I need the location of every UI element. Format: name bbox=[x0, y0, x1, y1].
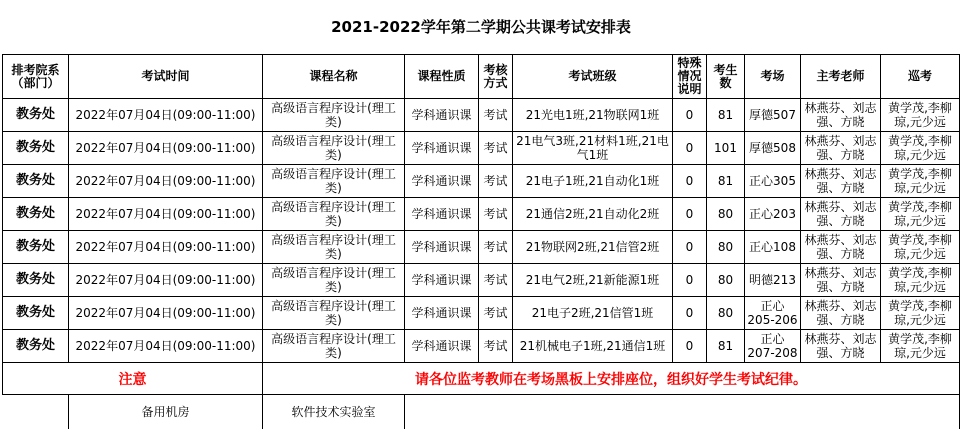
spare-room-value: 软件技术实验室 bbox=[263, 395, 405, 429]
table-row bbox=[3, 330, 960, 363]
teacher-cell: 林燕芬、刘志强、方晓 bbox=[801, 330, 881, 363]
dept-cell: 教务处 bbox=[3, 132, 69, 165]
header-row bbox=[3, 55, 960, 99]
header-classes: 考试班级 bbox=[513, 55, 673, 99]
special-cell: 0 bbox=[673, 198, 707, 231]
count-cell: 81 bbox=[707, 165, 745, 198]
special-cell: 0 bbox=[673, 132, 707, 165]
patrol-cell: 黄学茂,李柳琼,元少远 bbox=[881, 231, 960, 264]
teacher-cell: 林燕芬、刘志强、方晓 bbox=[801, 231, 881, 264]
table-row bbox=[3, 99, 960, 132]
patrol-cell: 黄学茂,李柳琼,元少远 bbox=[881, 99, 960, 132]
room-cell: 正心203 bbox=[745, 198, 801, 231]
teacher-cell: 林燕芬、刘志强、方晓 bbox=[801, 264, 881, 297]
table-row bbox=[3, 264, 960, 297]
nature-cell: 学科通识课 bbox=[405, 231, 479, 264]
nature-cell: 学科通识课 bbox=[405, 99, 479, 132]
count-cell: 101 bbox=[707, 132, 745, 165]
room-cell: 厚德508 bbox=[745, 132, 801, 165]
dept-cell: 教务处 bbox=[3, 297, 69, 330]
table-row bbox=[3, 297, 960, 330]
mode-cell: 考试 bbox=[479, 297, 513, 330]
mode-cell: 考试 bbox=[479, 132, 513, 165]
time-cell: 2022年07月04日(09:00-11:00) bbox=[69, 330, 263, 363]
spare-room-label: 备用机房 bbox=[69, 395, 263, 429]
patrol-cell: 黄学茂,李柳琼,元少远 bbox=[881, 264, 960, 297]
count-cell: 80 bbox=[707, 297, 745, 330]
time-cell: 2022年07月04日(09:00-11:00) bbox=[69, 264, 263, 297]
sheet-title: 2021-2022学年第二学期公共课考试安排表 bbox=[331, 18, 631, 36]
time-cell: 2022年07月04日(09:00-11:00) bbox=[69, 165, 263, 198]
course-cell: 高级语言程序设计(理工类) bbox=[263, 264, 405, 297]
patrol-cell: 黄学茂,李柳琼,元少远 bbox=[881, 330, 960, 363]
classes-cell: 21电子1班,21自动化1班 bbox=[513, 165, 673, 198]
room-cell: 正心207-208 bbox=[745, 330, 801, 363]
spare-room-row bbox=[3, 395, 960, 429]
special-cell: 0 bbox=[673, 99, 707, 132]
nature-cell: 学科通识课 bbox=[405, 330, 479, 363]
classes-cell: 21电气2班,21新能源1班 bbox=[513, 264, 673, 297]
teacher-cell: 林燕芬、刘志强、方晓 bbox=[801, 198, 881, 231]
header-count: 考生数 bbox=[707, 55, 745, 99]
dept-cell: 教务处 bbox=[3, 165, 69, 198]
note-row bbox=[3, 363, 960, 395]
count-cell: 80 bbox=[707, 231, 745, 264]
course-cell: 高级语言程序设计(理工类) bbox=[263, 198, 405, 231]
course-cell: 高级语言程序设计(理工类) bbox=[263, 330, 405, 363]
spare-blank-cell bbox=[3, 395, 69, 429]
mode-cell: 考试 bbox=[479, 165, 513, 198]
classes-cell: 21通信2班,21自动化2班 bbox=[513, 198, 673, 231]
special-cell: 0 bbox=[673, 264, 707, 297]
room-cell: 正心108 bbox=[745, 231, 801, 264]
header-special: 特殊情况说明 bbox=[673, 55, 707, 99]
count-cell: 81 bbox=[707, 99, 745, 132]
nature-cell: 学科通识课 bbox=[405, 297, 479, 330]
header-course: 课程名称 bbox=[263, 55, 405, 99]
nature-cell: 学科通识课 bbox=[405, 264, 479, 297]
room-cell: 明德213 bbox=[745, 264, 801, 297]
dept-cell: 教务处 bbox=[3, 99, 69, 132]
course-cell: 高级语言程序设计(理工类) bbox=[263, 99, 405, 132]
time-cell: 2022年07月04日(09:00-11:00) bbox=[69, 231, 263, 264]
patrol-cell: 黄学茂,李柳琼,元少远 bbox=[881, 132, 960, 165]
time-cell: 2022年07月04日(09:00-11:00) bbox=[69, 297, 263, 330]
room-cell: 正心305 bbox=[745, 165, 801, 198]
header-room: 考场 bbox=[745, 55, 801, 99]
teacher-cell: 林燕芬、刘志强、方晓 bbox=[801, 297, 881, 330]
classes-cell: 21物联网2班,21信管2班 bbox=[513, 231, 673, 264]
count-cell: 80 bbox=[707, 264, 745, 297]
patrol-cell: 黄学茂,李柳琼,元少远 bbox=[881, 297, 960, 330]
header-time: 考试时间 bbox=[69, 55, 263, 99]
dept-cell: 教务处 bbox=[3, 231, 69, 264]
table-row bbox=[3, 132, 960, 165]
special-cell: 0 bbox=[673, 165, 707, 198]
course-cell: 高级语言程序设计(理工类) bbox=[263, 297, 405, 330]
teacher-cell: 林燕芬、刘志强、方晓 bbox=[801, 99, 881, 132]
dept-cell: 教务处 bbox=[3, 330, 69, 363]
mode-cell: 考试 bbox=[479, 264, 513, 297]
patrol-cell: 黄学茂,李柳琼,元少远 bbox=[881, 165, 960, 198]
special-cell: 0 bbox=[673, 231, 707, 264]
special-cell: 0 bbox=[673, 297, 707, 330]
count-cell: 81 bbox=[707, 330, 745, 363]
time-cell: 2022年07月04日(09:00-11:00) bbox=[69, 132, 263, 165]
classes-cell: 21电气3班,21材料1班,21电气1班 bbox=[513, 132, 673, 165]
spare-room-empty bbox=[405, 395, 960, 429]
classes-cell: 21光电1班,21物联网1班 bbox=[513, 99, 673, 132]
classes-cell: 21机械电子1班,21通信1班 bbox=[513, 330, 673, 363]
table-row bbox=[3, 231, 960, 264]
mode-cell: 考试 bbox=[479, 330, 513, 363]
teacher-cell: 林燕芬、刘志强、方晓 bbox=[801, 132, 881, 165]
header-dept: 排考院系（部门） bbox=[3, 55, 69, 99]
header-patrol: 巡考 bbox=[881, 55, 960, 99]
patrol-cell: 黄学茂,李柳琼,元少远 bbox=[881, 198, 960, 231]
course-cell: 高级语言程序设计(理工类) bbox=[263, 132, 405, 165]
nature-cell: 学科通识课 bbox=[405, 132, 479, 165]
mode-cell: 考试 bbox=[479, 99, 513, 132]
table-row bbox=[3, 165, 960, 198]
room-cell: 正心205-206 bbox=[745, 297, 801, 330]
table-row bbox=[3, 198, 960, 231]
dept-cell: 教务处 bbox=[3, 198, 69, 231]
nature-cell: 学科通识课 bbox=[405, 165, 479, 198]
time-cell: 2022年07月04日(09:00-11:00) bbox=[69, 198, 263, 231]
header-nature: 课程性质 bbox=[405, 55, 479, 99]
mode-cell: 考试 bbox=[479, 231, 513, 264]
count-cell: 80 bbox=[707, 198, 745, 231]
mode-cell: 考试 bbox=[479, 198, 513, 231]
header-mode: 考核方式 bbox=[479, 55, 513, 99]
note-text: 请各位监考教师在考场黑板上安排座位，组织好学生考试纪律。 bbox=[263, 363, 960, 395]
time-cell: 2022年07月04日(09:00-11:00) bbox=[69, 99, 263, 132]
note-label: 注意 bbox=[3, 363, 263, 395]
special-cell: 0 bbox=[673, 330, 707, 363]
course-cell: 高级语言程序设计(理工类) bbox=[263, 231, 405, 264]
exam-schedule-table bbox=[2, 54, 960, 429]
teacher-cell: 林燕芬、刘志强、方晓 bbox=[801, 165, 881, 198]
header-teacher: 主考老师 bbox=[801, 55, 881, 99]
room-cell: 厚德507 bbox=[745, 99, 801, 132]
course-cell: 高级语言程序设计(理工类) bbox=[263, 165, 405, 198]
classes-cell: 21电子2班,21信管1班 bbox=[513, 297, 673, 330]
nature-cell: 学科通识课 bbox=[405, 198, 479, 231]
dept-cell: 教务处 bbox=[3, 264, 69, 297]
